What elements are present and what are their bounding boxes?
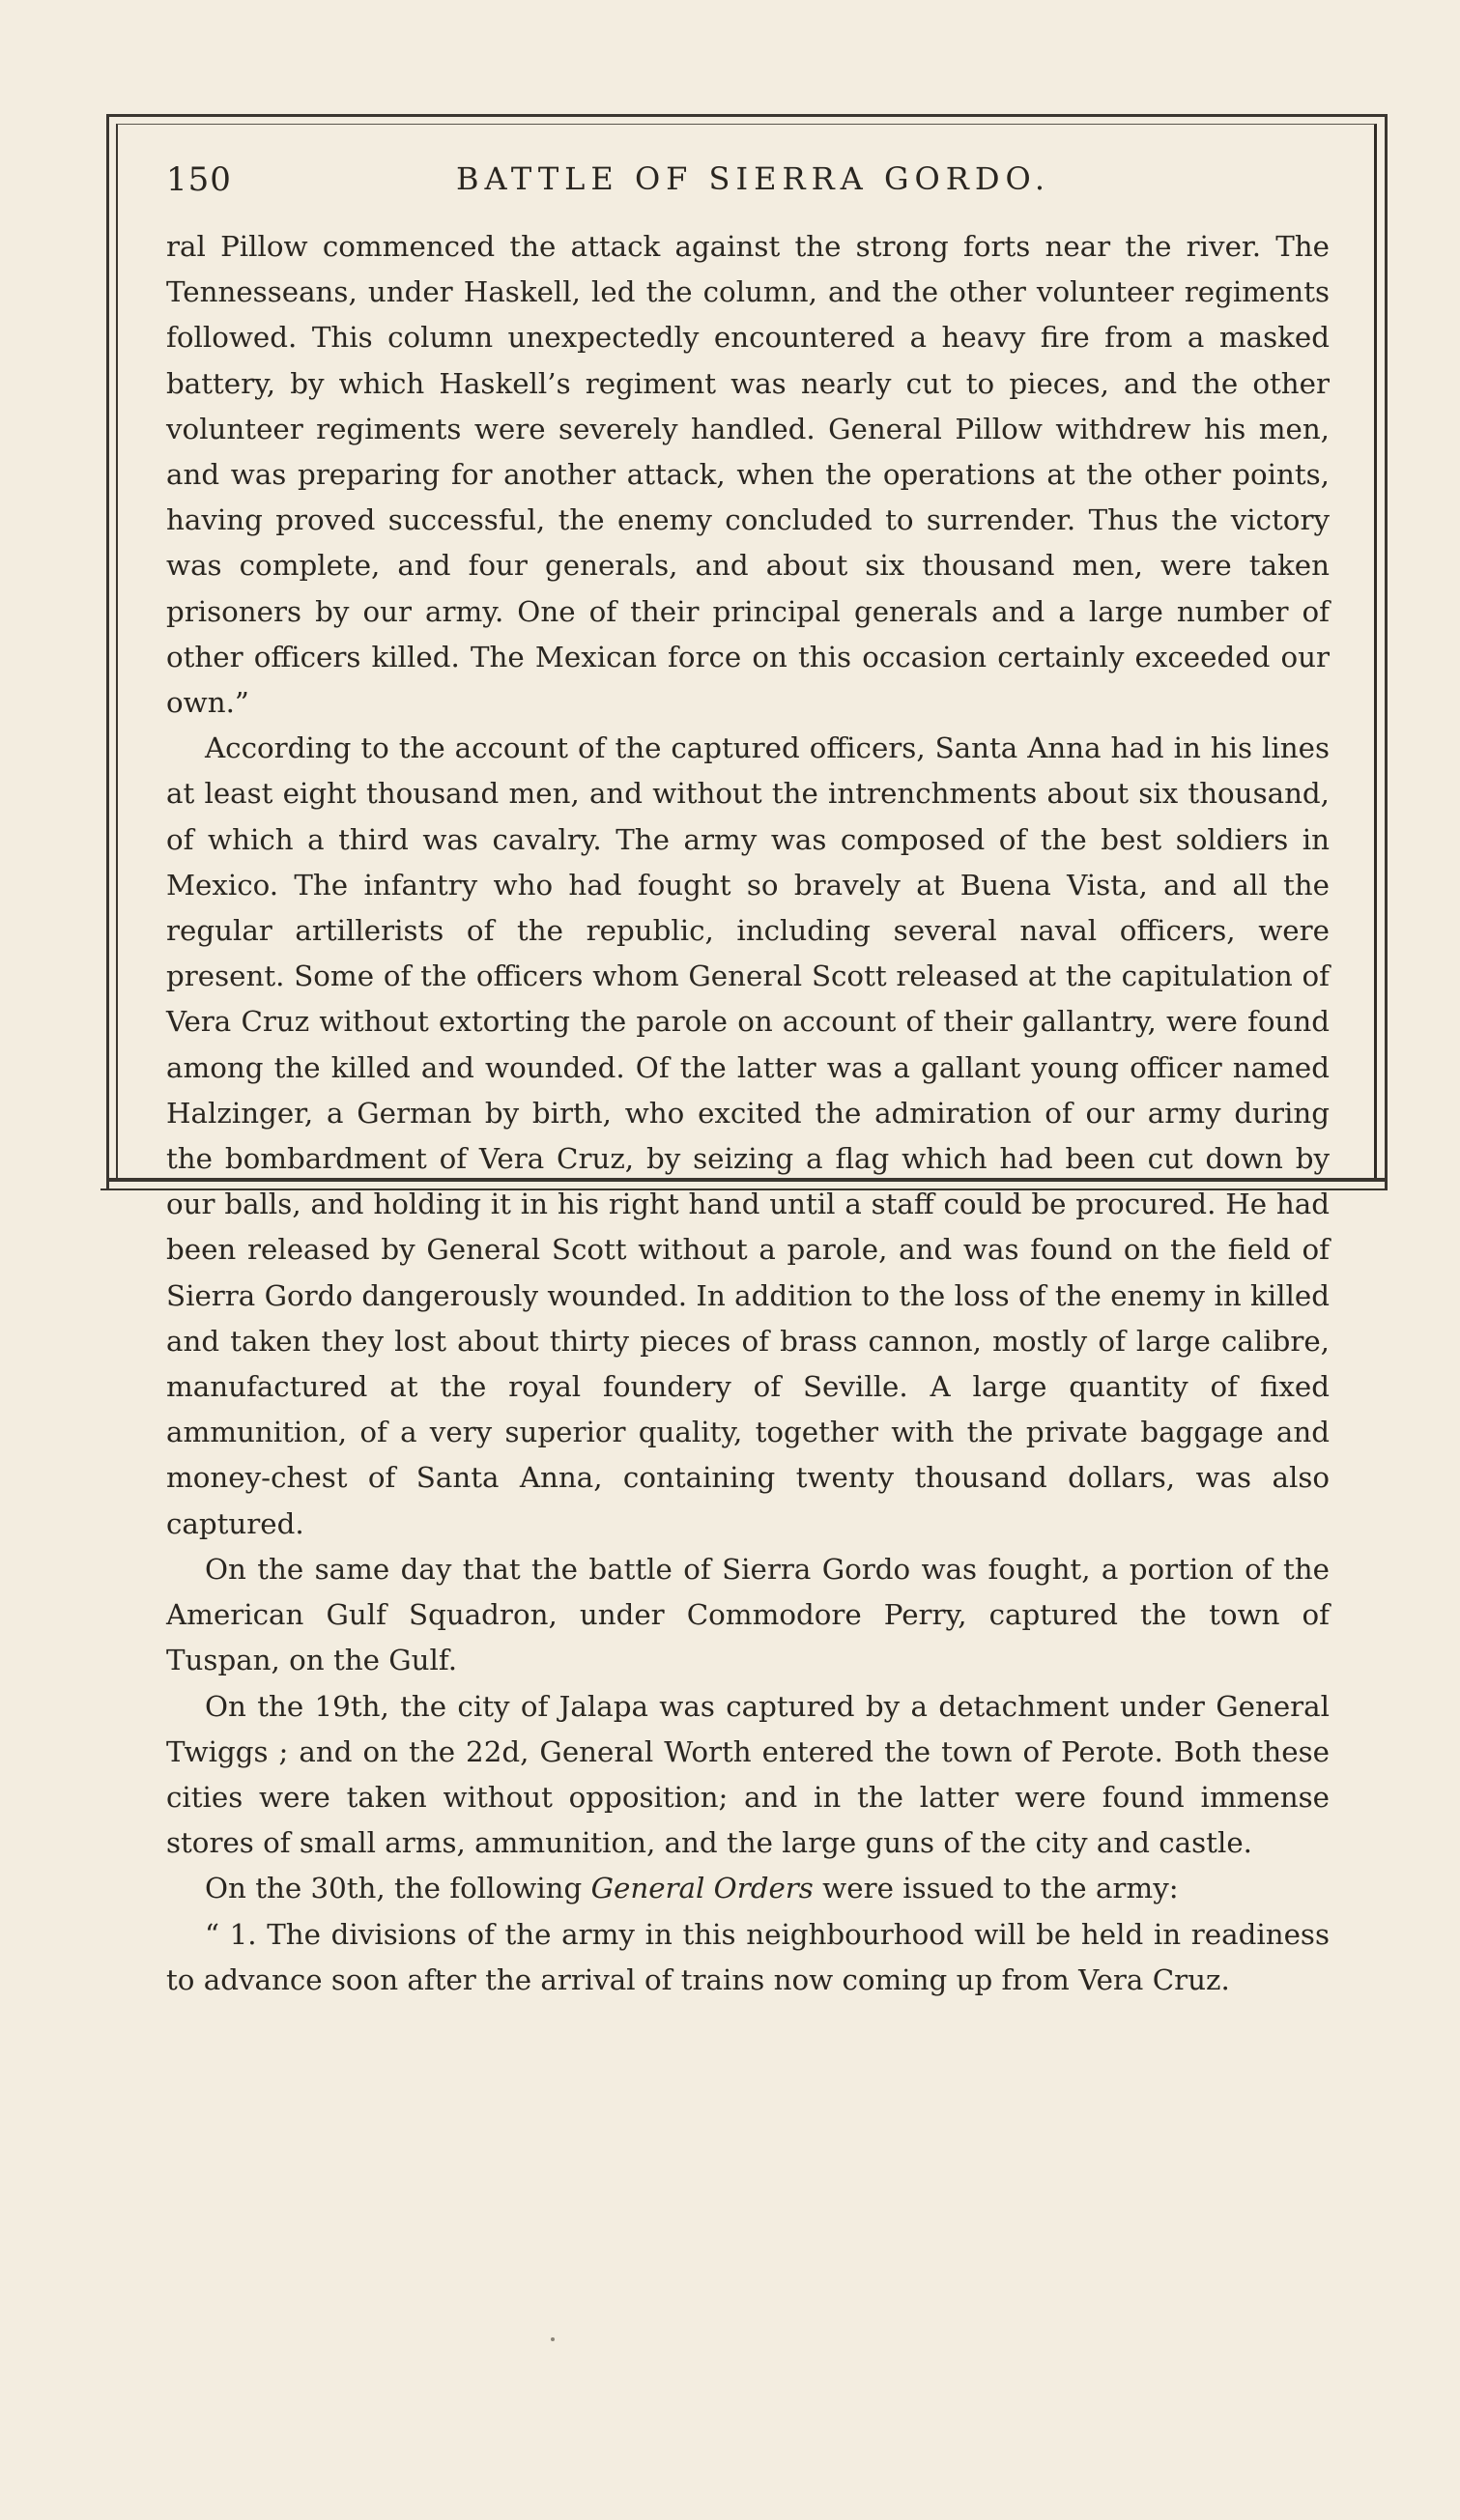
paragraph-continued: ral Pillow commenced the attack against the strong forts near the river. The Tennesseans, under Haskell, led the column, and the other volunteer regiments followed. This column unexpectedly encountered a heavy fire from a masked battery, by which Haskell’s regiment was nearly cut to pieces, and the other volunteer regiments were severely handled. General Pillow withdrew his men, and was preparing for another attack, when the operations at the other points, having proved successful, the enemy concluded to surrender. Thus the victory was complete, and four generals, and about six thousand men, were taken prisoners by our army. One of their principal generals and a large number of other officers killed. The Mexican force on this occasion certainly exceeded our own.” <box>166 230 1330 720</box>
page-number: 150 <box>166 160 232 199</box>
body-text <box>166 224 1330 2003</box>
paragraph-order-1: “ 1. The divisions of the army in this neighbourhood will be held in readiness to advance soon after the arrival of trains now coming up from Vera Cruz. <box>166 1917 1330 1996</box>
orders-intro-text: On the 30th, the following <box>205 1872 591 1905</box>
page-header <box>166 160 1345 209</box>
orders-intro-tail: were issued to the army: <box>813 1872 1179 1905</box>
paragraph-captured-officers: According to the account of the captured officers, Santa Anna had in his lines at least eight thousand men, and without the intrenchments about six thousand, of which a third was cavalry. The army was composed of the best soldiers in Mexico. The infantry who had fought so bravely at Buena Vista, and all the regular artillerists of the republic, including several naval officers, were present. Some of the officers whom General Scott released at the capitulation of Vera Cruz without extorting the parole on account of their gallantry, were found among the killed and wounded. Of the latter was a gallant young officer named Halzinger, a German by birth, who excited the admiration of our army during the bombardment of Vera Cruz, by seizing a flag which had been cut down by our balls, and holding it in his right hand until a staff could be procured. He had been released by General Scott without a parole, and was found on the field of Sierra Gordo dangerously wounded. In addition to the loss of the enemy in killed and taken they lost about thirty pieces of brass cannon, mostly of large calibre, manufactured at the royal foundery of Seville. A large quantity of fixed ammunition, of a very superior quality, together with the private baggage and money-chest of Santa Anna, containing twenty thousand dollars, was also captured. <box>166 731 1330 1540</box>
running-head: BATTLE OF SIERRA GORDO. <box>456 160 1051 197</box>
paragraph-jalapa-perote: On the 19th, the city of Jalapa was captured by a detachment under General Twiggs ; and on the 22d, General Worth entered the town of Perote. Both these cities were taken without opposition; and in the latter were found immense stores of small arms, ammunition, and the large guns of the city and castle. <box>166 1689 1330 1860</box>
paragraph-general-orders <box>166 1866 1330 1911</box>
paper-speck <box>551 2337 555 2341</box>
general-orders-emphasis: General Orders <box>590 1872 814 1905</box>
paragraph-tuspan: On the same day that the battle of Sierra Gordo was fought, a portion of the American Gulf Squadron, under Commodore Perry, captured the town of Tuspan, on the Gulf. <box>166 1552 1330 1677</box>
